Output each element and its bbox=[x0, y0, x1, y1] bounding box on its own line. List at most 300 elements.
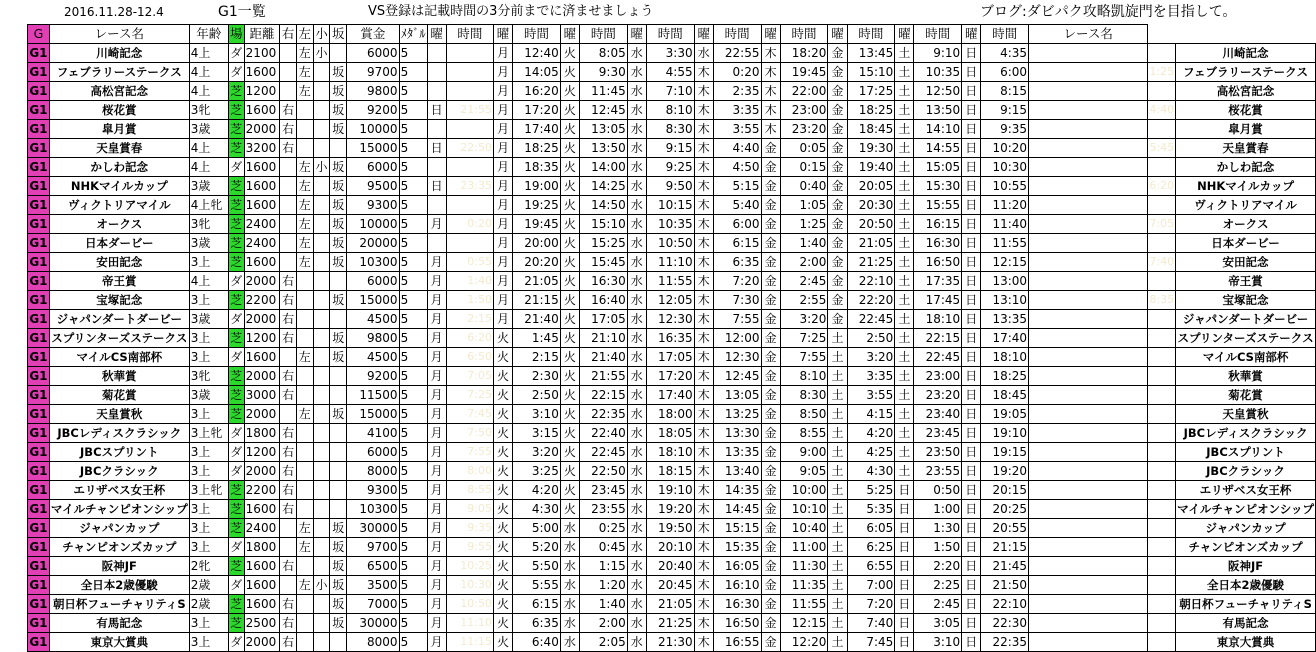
weekday-cell: 月 bbox=[427, 386, 446, 405]
time-cell: 7:20 bbox=[847, 595, 895, 614]
distance-cell: 1200 bbox=[244, 329, 280, 348]
weekday-cell: 月 bbox=[493, 139, 512, 158]
time-cell: 21:40 bbox=[580, 348, 628, 367]
prize-cell: 30000 bbox=[347, 519, 399, 538]
weekday-cell: 水 bbox=[560, 538, 579, 557]
race-name-cell: 朝日杯フューチャリティS bbox=[49, 595, 189, 614]
distance-cell: 2000 bbox=[244, 120, 280, 139]
race-name-cell: JBCスプリント bbox=[49, 443, 189, 462]
weekday-cell: 月 bbox=[493, 63, 512, 82]
small-track-cell bbox=[313, 633, 330, 652]
time-cell: 17:40 bbox=[513, 120, 561, 139]
weekday-cell: 火 bbox=[560, 348, 579, 367]
table-row bbox=[28, 519, 1316, 538]
time-cell: 7:05 bbox=[446, 367, 493, 386]
registration-note: VS登録は記載時間の3分前までに済ませましょう bbox=[368, 4, 654, 19]
age-cell: 3牝 bbox=[189, 367, 228, 386]
right-turn-cell: 右 bbox=[280, 329, 297, 348]
weekday-cell: 水 bbox=[627, 462, 646, 481]
medal-cell: 5 bbox=[399, 120, 427, 139]
prize-cell: 9200 bbox=[347, 101, 399, 120]
race-name-cell: 安田記念 bbox=[49, 253, 189, 272]
time-cell: 8:55 bbox=[780, 424, 828, 443]
blog-title: ブログ:ダビパク攻略凱旋門を目指して。 bbox=[980, 4, 1237, 20]
weekday-cell: 金 bbox=[761, 576, 780, 595]
time-cell: 1:50 bbox=[446, 291, 493, 310]
prize-cell: 9500 bbox=[347, 177, 399, 196]
time-cell: 18:25 bbox=[981, 367, 1029, 386]
race-name-right-cell: かしわ記念 bbox=[1176, 158, 1316, 177]
grade-cell: G1 bbox=[28, 443, 50, 462]
weekday-cell: 土 bbox=[895, 291, 914, 310]
weekday-cell bbox=[427, 196, 446, 215]
surface-cell: ダ bbox=[228, 158, 244, 177]
time-cell: 5:00 bbox=[513, 519, 561, 538]
surface-cell: 芝 bbox=[228, 177, 244, 196]
time-cell: 21:55 bbox=[446, 101, 493, 120]
time-cell: 3:55 bbox=[847, 386, 895, 405]
weekday-cell: 金 bbox=[761, 310, 780, 329]
weekday-cell: 火 bbox=[493, 633, 512, 652]
weekday-cell bbox=[427, 82, 446, 101]
weekday-cell: 木 bbox=[761, 101, 780, 120]
age-cell: 3歳 bbox=[189, 386, 228, 405]
time-cell: 2:35 bbox=[713, 82, 761, 101]
weekday-cell: 月 bbox=[493, 234, 512, 253]
left-turn-cell bbox=[296, 424, 313, 443]
weekday-cell: 月 bbox=[427, 595, 446, 614]
medal-cell: 5 bbox=[399, 196, 427, 215]
medal-cell: 5 bbox=[399, 424, 427, 443]
weekday-cell: 金 bbox=[761, 633, 780, 652]
weekday-cell: 土 bbox=[895, 63, 914, 82]
race-name-cell: ジャパンダートダービー bbox=[49, 310, 189, 329]
right-turn-cell: 右 bbox=[280, 272, 297, 291]
weekday-cell: 土 bbox=[895, 310, 914, 329]
weekday-cell: 水 bbox=[627, 614, 646, 633]
weekday-cell: 水 bbox=[627, 348, 646, 367]
weekday-cell: 日 bbox=[427, 177, 446, 196]
time-cell: 7:50 bbox=[446, 424, 493, 443]
time-cell: 16:40 bbox=[580, 291, 628, 310]
prize-cell: 9200 bbox=[347, 367, 399, 386]
time-cell: 5:40 bbox=[713, 196, 761, 215]
small-track-cell bbox=[313, 120, 330, 139]
weekday-cell: 木 bbox=[694, 310, 713, 329]
time-cell: 9:15 bbox=[646, 139, 694, 158]
date-range: 2016.11.28-12.4 bbox=[64, 5, 164, 19]
weekday-cell: 木 bbox=[694, 158, 713, 177]
time-cell: 23:50 bbox=[914, 443, 962, 462]
table-row bbox=[28, 405, 1316, 424]
time-cell: 19:20 bbox=[646, 500, 694, 519]
time-cell: 5:15 bbox=[713, 177, 761, 196]
weekday-cell: 日 bbox=[962, 348, 981, 367]
time-cell: 22:45 bbox=[914, 348, 962, 367]
weekday-cell: 水 bbox=[627, 196, 646, 215]
weekday-cell: 火 bbox=[560, 310, 579, 329]
weekday-cell: 日 bbox=[962, 576, 981, 595]
distance-cell: 1200 bbox=[244, 82, 280, 101]
left-turn-cell: 左 bbox=[296, 82, 313, 101]
weekday-cell: 日 bbox=[962, 329, 981, 348]
age-cell: 3上 bbox=[189, 291, 228, 310]
weekday-cell: 火 bbox=[493, 481, 512, 500]
table-row bbox=[28, 443, 1316, 462]
weekday-cell: 月 bbox=[427, 329, 446, 348]
weekday-cell bbox=[1029, 462, 1148, 481]
prize-cell: 7000 bbox=[347, 595, 399, 614]
weekday-cell: 火 bbox=[560, 291, 579, 310]
time-cell: 11:00 bbox=[780, 538, 828, 557]
distance-cell: 1600 bbox=[244, 595, 280, 614]
weekday-cell: 土 bbox=[895, 44, 914, 63]
time-cell: 2:20 bbox=[914, 557, 962, 576]
time-cell: 16:30 bbox=[713, 595, 761, 614]
small-track-cell: 小 bbox=[313, 576, 330, 595]
time-cell: 3:10 bbox=[513, 405, 561, 424]
time-cell: 11:55 bbox=[646, 272, 694, 291]
weekday-cell: 金 bbox=[828, 101, 847, 120]
time-cell: 8:10 bbox=[646, 101, 694, 120]
weekday-cell: 金 bbox=[761, 538, 780, 557]
surface-cell: 芝 bbox=[228, 120, 244, 139]
time-cell: 17:20 bbox=[513, 101, 561, 120]
time-cell: 18:10 bbox=[646, 443, 694, 462]
race-name-right-cell: 皐月賞 bbox=[1176, 120, 1316, 139]
weekday-cell: 火 bbox=[560, 253, 579, 272]
race-name-right-cell: 帝王賞 bbox=[1176, 272, 1316, 291]
time-cell: 23:20 bbox=[914, 386, 962, 405]
time-cell: 20:25 bbox=[981, 500, 1029, 519]
time-cell: 9:30 bbox=[580, 63, 628, 82]
time-cell: 4:35 bbox=[981, 44, 1029, 63]
time-cell: 0:50 bbox=[914, 481, 962, 500]
time-cell: 22:35 bbox=[981, 633, 1029, 652]
table-row bbox=[28, 272, 1316, 291]
time-cell: 2:45 bbox=[780, 272, 828, 291]
time-cell: 18:05 bbox=[646, 424, 694, 443]
right-turn-cell bbox=[280, 538, 297, 557]
time-cell: 7:40 bbox=[1148, 253, 1176, 272]
column-header: 曜 bbox=[493, 25, 512, 44]
time-cell: 9:00 bbox=[780, 443, 828, 462]
medal-cell: 5 bbox=[399, 348, 427, 367]
race-name-right-cell: ジャパンカップ bbox=[1176, 519, 1316, 538]
left-turn-cell: 左 bbox=[296, 158, 313, 177]
distance-cell: 3200 bbox=[244, 139, 280, 158]
time-cell: 3:15 bbox=[513, 424, 561, 443]
time-cell: 3:25 bbox=[513, 462, 561, 481]
time-cell: 9:25 bbox=[646, 158, 694, 177]
time-cell: 15:55 bbox=[914, 196, 962, 215]
weekday-cell: 火 bbox=[560, 101, 579, 120]
small-track-cell bbox=[313, 500, 330, 519]
time-cell: 14:55 bbox=[914, 139, 962, 158]
time-cell: 20:45 bbox=[646, 576, 694, 595]
weekday-cell: 水 bbox=[627, 234, 646, 253]
small-track-cell bbox=[313, 215, 330, 234]
time-cell bbox=[1148, 386, 1176, 405]
grade-cell: G1 bbox=[28, 519, 50, 538]
age-cell: 3上牝 bbox=[189, 481, 228, 500]
small-track-cell bbox=[313, 462, 330, 481]
time-cell: 8:15 bbox=[981, 82, 1029, 101]
weekday-cell: 日 bbox=[962, 158, 981, 177]
time-cell: 23:55 bbox=[914, 462, 962, 481]
table-row bbox=[28, 614, 1316, 633]
left-turn-cell bbox=[296, 462, 313, 481]
weekday-cell: 水 bbox=[627, 310, 646, 329]
time-cell: 3:55 bbox=[713, 120, 761, 139]
left-turn-cell bbox=[296, 367, 313, 386]
time-cell: 3:10 bbox=[914, 633, 962, 652]
time-cell: 15:05 bbox=[914, 158, 962, 177]
sheet-title: G1一覧 bbox=[218, 4, 266, 20]
weekday-cell: 月 bbox=[493, 196, 512, 215]
weekday-cell: 木 bbox=[694, 443, 713, 462]
time-cell: 16:55 bbox=[713, 633, 761, 652]
time-cell: 9:05 bbox=[446, 500, 493, 519]
weekday-cell: 水 bbox=[627, 63, 646, 82]
weekday-cell: 土 bbox=[895, 234, 914, 253]
time-cell bbox=[1148, 234, 1176, 253]
time-cell: 12:30 bbox=[713, 348, 761, 367]
weekday-cell: 金 bbox=[761, 234, 780, 253]
weekday-cell: 月 bbox=[493, 158, 512, 177]
time-cell: 6:15 bbox=[713, 234, 761, 253]
weekday-cell: 火 bbox=[493, 538, 512, 557]
weekday-cell: 月 bbox=[427, 424, 446, 443]
weekday-cell: 火 bbox=[560, 481, 579, 500]
distance-cell: 2000 bbox=[244, 462, 280, 481]
weekday-cell: 水 bbox=[627, 82, 646, 101]
weekday-cell: 金 bbox=[761, 500, 780, 519]
race-name-right-cell: ジャパンダートダービー bbox=[1176, 310, 1316, 329]
time-cell: 22:00 bbox=[780, 82, 828, 101]
time-cell bbox=[1148, 329, 1176, 348]
weekday-cell: 火 bbox=[493, 386, 512, 405]
weekday-cell: 火 bbox=[560, 234, 579, 253]
weekday-cell: 月 bbox=[427, 557, 446, 576]
weekday-cell: 金 bbox=[828, 139, 847, 158]
time-cell: 10:40 bbox=[780, 519, 828, 538]
weekday-cell bbox=[1029, 329, 1148, 348]
time-cell: 3:30 bbox=[646, 44, 694, 63]
table-row bbox=[28, 101, 1316, 120]
weekday-cell: 月 bbox=[427, 576, 446, 595]
time-cell: 0:05 bbox=[780, 139, 828, 158]
left-turn-cell bbox=[296, 120, 313, 139]
slope-cell: 坂 bbox=[330, 595, 347, 614]
time-cell: 2:50 bbox=[513, 386, 561, 405]
race-name-right-cell: 川崎記念 bbox=[1176, 44, 1316, 63]
surface-cell: 芝 bbox=[228, 253, 244, 272]
weekday-cell: 日 bbox=[895, 614, 914, 633]
time-cell bbox=[1148, 614, 1176, 633]
time-cell bbox=[1148, 424, 1176, 443]
prize-cell: 11500 bbox=[347, 386, 399, 405]
time-cell bbox=[446, 82, 493, 101]
time-cell: 3:05 bbox=[914, 614, 962, 633]
time-cell: 5:25 bbox=[847, 481, 895, 500]
time-cell: 7:00 bbox=[847, 576, 895, 595]
age-cell: 3歳 bbox=[189, 234, 228, 253]
weekday-cell: 木 bbox=[694, 405, 713, 424]
weekday-cell: 火 bbox=[560, 82, 579, 101]
weekday-cell: 土 bbox=[895, 272, 914, 291]
distance-cell: 1800 bbox=[244, 538, 280, 557]
distance-cell: 2000 bbox=[244, 310, 280, 329]
prize-cell: 4500 bbox=[347, 348, 399, 367]
weekday-cell: 月 bbox=[493, 310, 512, 329]
column-header: 距離 bbox=[244, 25, 280, 44]
age-cell: 3上 bbox=[189, 462, 228, 481]
left-turn-cell bbox=[296, 272, 313, 291]
surface-cell: ダ bbox=[228, 443, 244, 462]
time-cell: 14:00 bbox=[580, 158, 628, 177]
time-cell: 19:40 bbox=[847, 158, 895, 177]
time-cell: 17:40 bbox=[646, 386, 694, 405]
weekday-cell: 月 bbox=[493, 44, 512, 63]
weekday-cell: 日 bbox=[962, 405, 981, 424]
slope-cell bbox=[330, 481, 347, 500]
time-cell: 10:55 bbox=[981, 177, 1029, 196]
age-cell: 3牝 bbox=[189, 215, 228, 234]
small-track-cell bbox=[313, 348, 330, 367]
weekday-cell: 木 bbox=[694, 557, 713, 576]
distance-cell: 1600 bbox=[244, 557, 280, 576]
surface-cell: 芝 bbox=[228, 519, 244, 538]
time-cell: 1:40 bbox=[780, 234, 828, 253]
time-cell: 2:50 bbox=[847, 329, 895, 348]
table-row bbox=[28, 310, 1316, 329]
surface-cell: ダ bbox=[228, 538, 244, 557]
weekday-cell: 土 bbox=[828, 595, 847, 614]
weekday-cell: 金 bbox=[828, 272, 847, 291]
medal-cell: 5 bbox=[399, 139, 427, 158]
time-cell: 15:30 bbox=[914, 177, 962, 196]
time-cell: 18:00 bbox=[646, 405, 694, 424]
table-row bbox=[28, 576, 1316, 595]
column-header: 時間 bbox=[780, 25, 828, 44]
table-row bbox=[28, 481, 1316, 500]
weekday-cell: 金 bbox=[761, 595, 780, 614]
surface-cell: ダ bbox=[228, 310, 244, 329]
weekday-cell: 月 bbox=[427, 519, 446, 538]
time-cell: 19:50 bbox=[646, 519, 694, 538]
prize-cell: 10300 bbox=[347, 500, 399, 519]
weekday-cell: 火 bbox=[560, 443, 579, 462]
medal-cell: 5 bbox=[399, 538, 427, 557]
weekday-cell: 水 bbox=[627, 253, 646, 272]
table-row bbox=[28, 633, 1316, 652]
time-cell: 20:20 bbox=[513, 253, 561, 272]
prize-cell: 8000 bbox=[347, 633, 399, 652]
time-cell: 15:10 bbox=[580, 215, 628, 234]
surface-cell: 芝 bbox=[228, 101, 244, 120]
time-cell: 16:10 bbox=[713, 576, 761, 595]
weekday-cell bbox=[1029, 557, 1148, 576]
weekday-cell: 火 bbox=[560, 63, 579, 82]
weekday-cell: 日 bbox=[895, 595, 914, 614]
weekday-cell: 土 bbox=[895, 424, 914, 443]
surface-cell: 芝 bbox=[228, 82, 244, 101]
time-cell: 19:45 bbox=[513, 215, 561, 234]
time-cell: 22:15 bbox=[580, 386, 628, 405]
weekday-cell bbox=[1029, 595, 1148, 614]
time-cell: 13:05 bbox=[580, 120, 628, 139]
time-cell: 21:05 bbox=[646, 595, 694, 614]
weekday-cell: 金 bbox=[761, 253, 780, 272]
time-cell bbox=[1148, 519, 1176, 538]
weekday-cell bbox=[1029, 481, 1148, 500]
time-cell: 22:50 bbox=[446, 139, 493, 158]
time-cell: 8:00 bbox=[446, 462, 493, 481]
time-cell: 14:35 bbox=[713, 481, 761, 500]
surface-cell: ダ bbox=[228, 44, 244, 63]
time-cell: 17:40 bbox=[981, 329, 1029, 348]
race-name-right-cell: NHKマイルカップ bbox=[1176, 177, 1316, 196]
time-cell: 18:35 bbox=[513, 158, 561, 177]
time-cell: 19:30 bbox=[847, 139, 895, 158]
medal-cell: 5 bbox=[399, 595, 427, 614]
weekday-cell: 日 bbox=[962, 310, 981, 329]
time-cell: 2:00 bbox=[580, 614, 628, 633]
weekday-cell: 日 bbox=[962, 443, 981, 462]
time-cell: 10:35 bbox=[914, 63, 962, 82]
weekday-cell: 木 bbox=[694, 82, 713, 101]
weekday-cell: 日 bbox=[962, 234, 981, 253]
table-row bbox=[28, 63, 1316, 82]
table-row bbox=[28, 196, 1316, 215]
weekday-cell: 木 bbox=[694, 633, 713, 652]
weekday-cell: 木 bbox=[694, 177, 713, 196]
time-cell: 20:05 bbox=[847, 177, 895, 196]
table-row bbox=[28, 500, 1316, 519]
right-turn-cell: 右 bbox=[280, 633, 297, 652]
column-header: 曜 bbox=[427, 25, 446, 44]
table-row bbox=[28, 120, 1316, 139]
weekday-cell bbox=[427, 44, 446, 63]
small-track-cell bbox=[313, 443, 330, 462]
grade-cell: G1 bbox=[28, 633, 50, 652]
column-header: 時間 bbox=[914, 25, 962, 44]
medal-cell: 5 bbox=[399, 177, 427, 196]
slope-cell bbox=[330, 367, 347, 386]
grade-cell: G1 bbox=[28, 462, 50, 481]
time-cell: 0:20 bbox=[446, 215, 493, 234]
race-name-cell: マイルCS南部杯 bbox=[49, 348, 189, 367]
distance-cell: 1200 bbox=[244, 443, 280, 462]
race-name-cell: フェブラリーステークス bbox=[49, 63, 189, 82]
column-header: 時間 bbox=[847, 25, 895, 44]
time-cell: 18:45 bbox=[847, 120, 895, 139]
weekday-cell: 火 bbox=[560, 272, 579, 291]
time-cell: 13:00 bbox=[981, 272, 1029, 291]
time-cell: 9:10 bbox=[914, 44, 962, 63]
time-cell: 6:35 bbox=[513, 614, 561, 633]
weekday-cell bbox=[1029, 576, 1148, 595]
weekday-cell: 日 bbox=[895, 557, 914, 576]
time-cell: 10:15 bbox=[646, 196, 694, 215]
left-turn-cell bbox=[296, 481, 313, 500]
time-cell: 13:35 bbox=[713, 443, 761, 462]
weekday-cell: 日 bbox=[962, 557, 981, 576]
slope-cell: 坂 bbox=[330, 120, 347, 139]
weekday-cell: 水 bbox=[627, 272, 646, 291]
time-cell: 4:55 bbox=[646, 63, 694, 82]
